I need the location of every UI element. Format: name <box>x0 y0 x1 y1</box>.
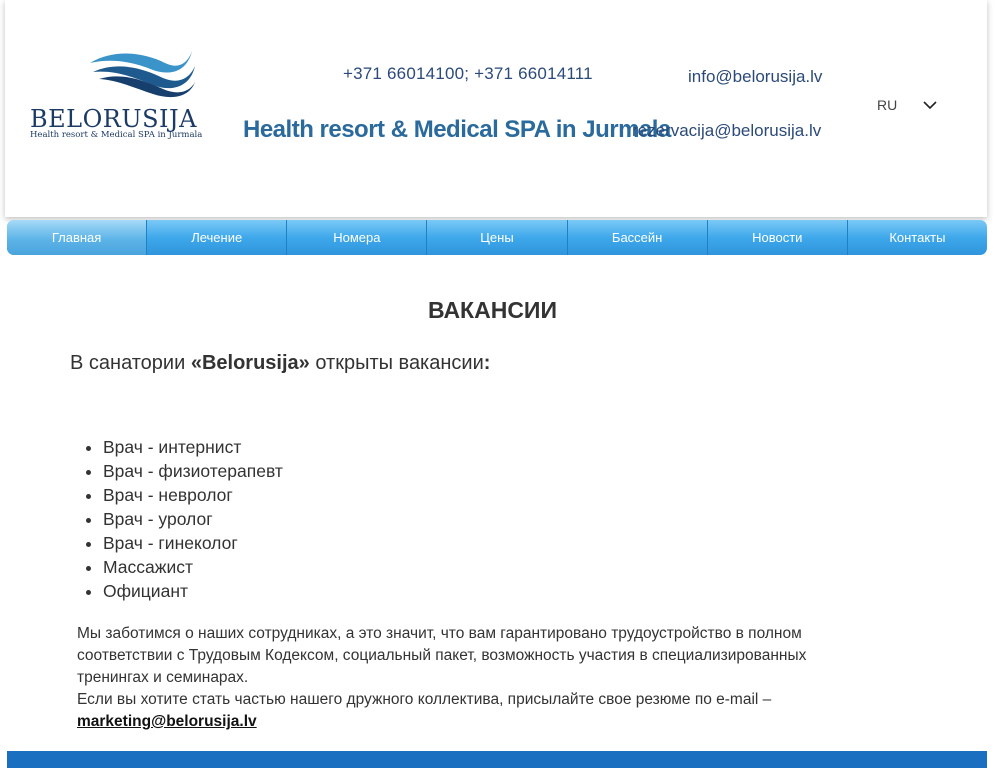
body-text <box>77 623 807 733</box>
list-item: • Врач - невролог <box>103 483 283 507</box>
main-nav <box>7 220 987 255</box>
nav-item-home[interactable]: Главная <box>7 220 147 255</box>
tagline: Health resort & Medical SPA in Jurmala <box>243 116 671 143</box>
site-header <box>5 0 987 217</box>
nav-item-news[interactable]: Новости <box>708 220 848 255</box>
footer-bar <box>7 751 987 768</box>
nav-item-treatment[interactable]: Лечение <box>147 220 287 255</box>
list-item: • Врач - уролог <box>103 507 283 531</box>
list-item: • Массажист <box>103 555 283 579</box>
phone-numbers[interactable]: +371 66014100; +371 66014111 <box>343 64 593 83</box>
logo[interactable] <box>30 48 205 143</box>
marketing-email-link[interactable]: marketing@belorusija.lv <box>77 713 257 730</box>
logo-title: BELORUSIJA <box>30 105 197 133</box>
list-item: • Врач - физиотерапевт <box>103 459 283 483</box>
nav-item-contacts[interactable]: Контакты <box>889 230 946 245</box>
chevron-down-icon <box>923 101 937 110</box>
vacancy-list <box>80 435 283 603</box>
nav-item-rooms[interactable]: Номера <box>287 220 427 255</box>
language-selector[interactable] <box>877 97 937 113</box>
cta-paragraph <box>77 689 807 733</box>
intro-colon: : <box>483 352 491 374</box>
intro-before: В санатории <box>70 352 191 374</box>
benefits-paragraph: Мы заботимся о наших сотрудниках, а это значит, что вам гарантировано трудоустройство в полном соответствии с Трудовым Кодексом, социальный пакет, возможность участия в специализированных тренингах и семинарах. <box>77 625 807 686</box>
intro-after: открыты вакансии <box>309 352 484 374</box>
list-item: • Официант <box>103 579 283 603</box>
cta-text: Если вы хотите стать частью нашего дружного коллектива, присылайте свое резюме по e-mail – <box>77 691 772 708</box>
nav-item-pool[interactable]: Бассейн <box>568 220 708 255</box>
page-title: ВАКАНСИИ <box>427 297 557 323</box>
wave-logo-icon <box>85 48 197 98</box>
intro-text <box>70 352 490 375</box>
nav-item-prices[interactable]: Цены <box>427 220 567 255</box>
reservation-email-link[interactable]: rezervacija@belorusija.lv <box>632 121 822 140</box>
logo-subtitle: Health resort & Medical SPA in Jurmala <box>30 130 203 140</box>
list-item: • Врач - интернист <box>103 435 283 459</box>
list-item: • Врач - гинеколог <box>103 531 283 555</box>
intro-brand: «Belorusija» <box>190 352 310 374</box>
language-label: RU <box>877 97 898 113</box>
info-email-link[interactable]: info@belorusija.lv <box>688 67 823 86</box>
